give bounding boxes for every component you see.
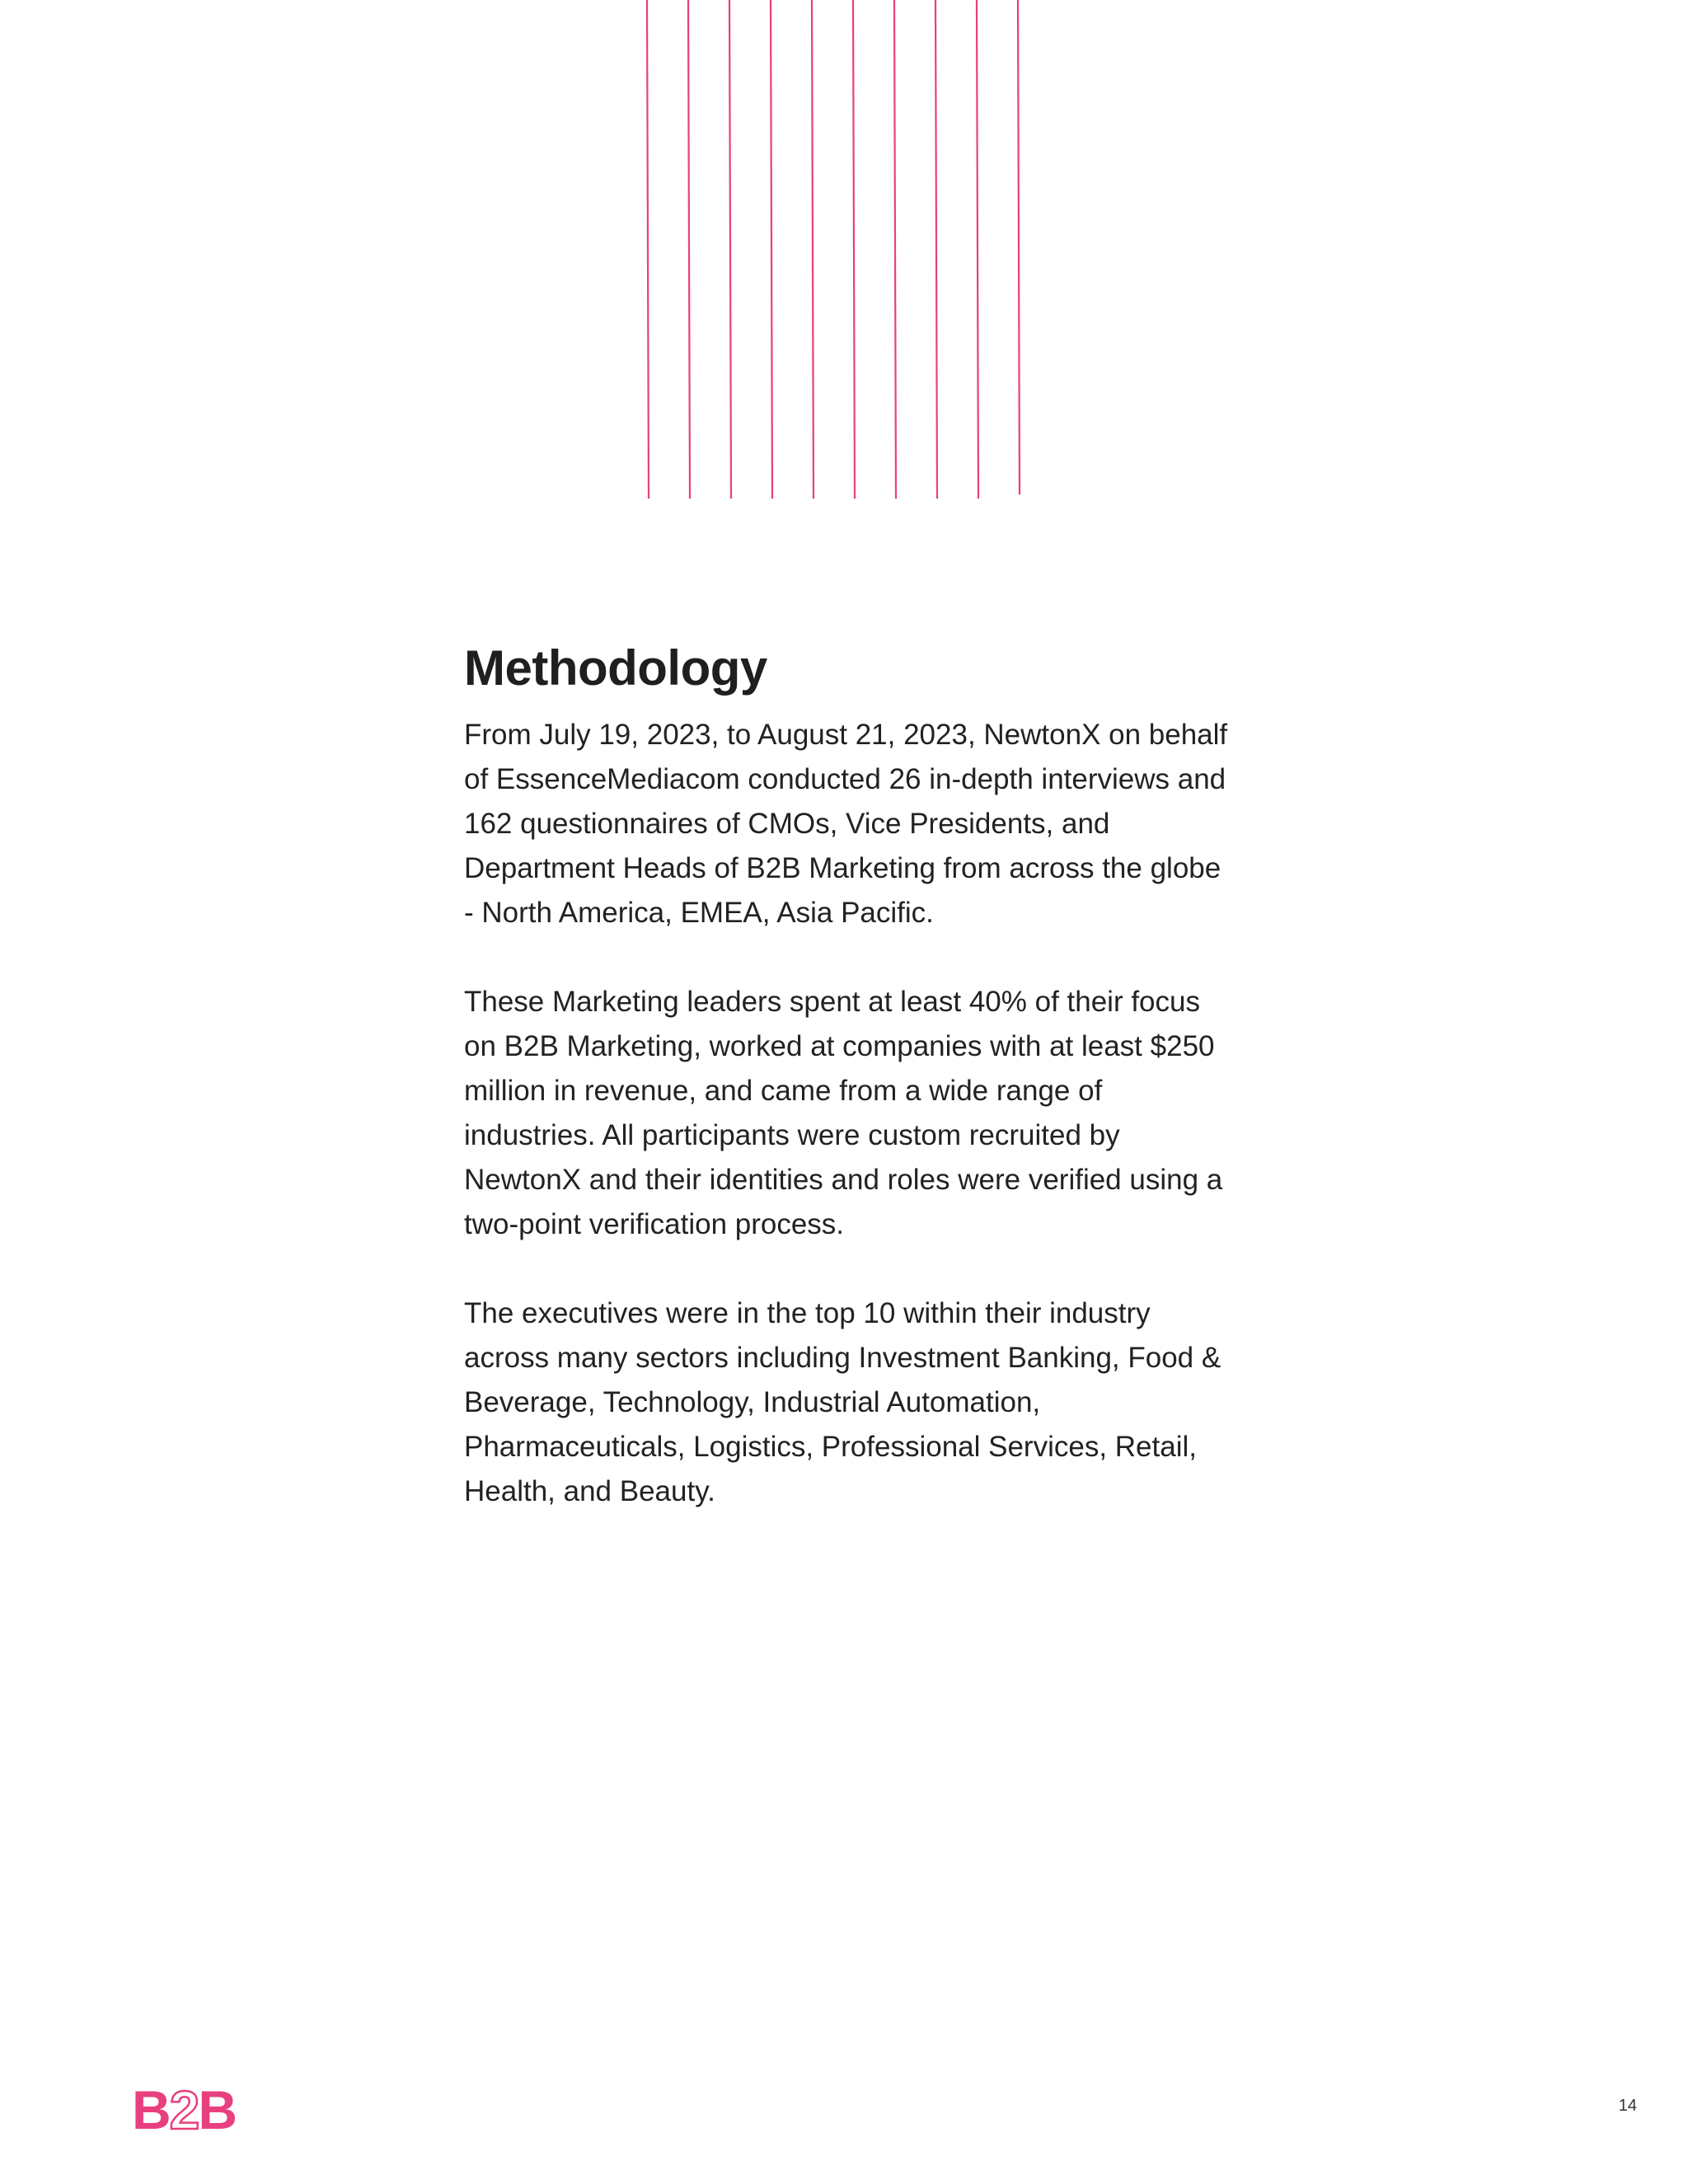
decorative-line [894, 0, 896, 499]
page-number: 14 [1618, 2097, 1637, 2115]
decorative-line [1018, 0, 1020, 494]
page-title: Methodology [464, 640, 767, 696]
logo-digit: 2 [169, 2079, 199, 2140]
paragraph-participant-criteria: These Marketing leaders spent at least 40% of their focus on B2B Marketing, worked at companies with at least $250 million in revenue, and came from a wide range of industries. All participants were custom recruited by NewtonX and their identities and roles were verified using a two-point verification process. [464, 986, 1223, 1240]
logo-letter: B [132, 2079, 170, 2140]
logo-letter: B [198, 2079, 237, 2140]
decorative-line [935, 0, 937, 499]
methodology-section [464, 639, 1231, 1514]
b2b-logo [132, 2079, 237, 2140]
paragraph-industries: The executives were in the top 10 within their industry across many sectors including Investment Banking, Food & Beverage, Technology, Industrial Automation, Pharmaceuticals, Logistics, Professional Services, Retail, Health, and Beauty. [464, 1297, 1221, 1507]
paragraph-survey-overview: From July 19, 2023, to August 21, 2023, NewtonX on behalf of EssenceMediacom conducted 26 in-depth interviews and 162 questionnaires of CMOs, Vice Presidents, and Department Heads of B2B Marketing from across the globe - North America, EMEA, Asia Pacific. [464, 719, 1228, 929]
decorative-vertical-lines [635, 0, 1030, 503]
decorative-line [853, 0, 855, 499]
decorative-line [688, 0, 690, 499]
decorative-line [771, 0, 772, 499]
decorative-line [977, 0, 978, 499]
decorative-line [812, 0, 814, 499]
decorative-line [647, 0, 649, 499]
decorative-line [729, 0, 731, 499]
